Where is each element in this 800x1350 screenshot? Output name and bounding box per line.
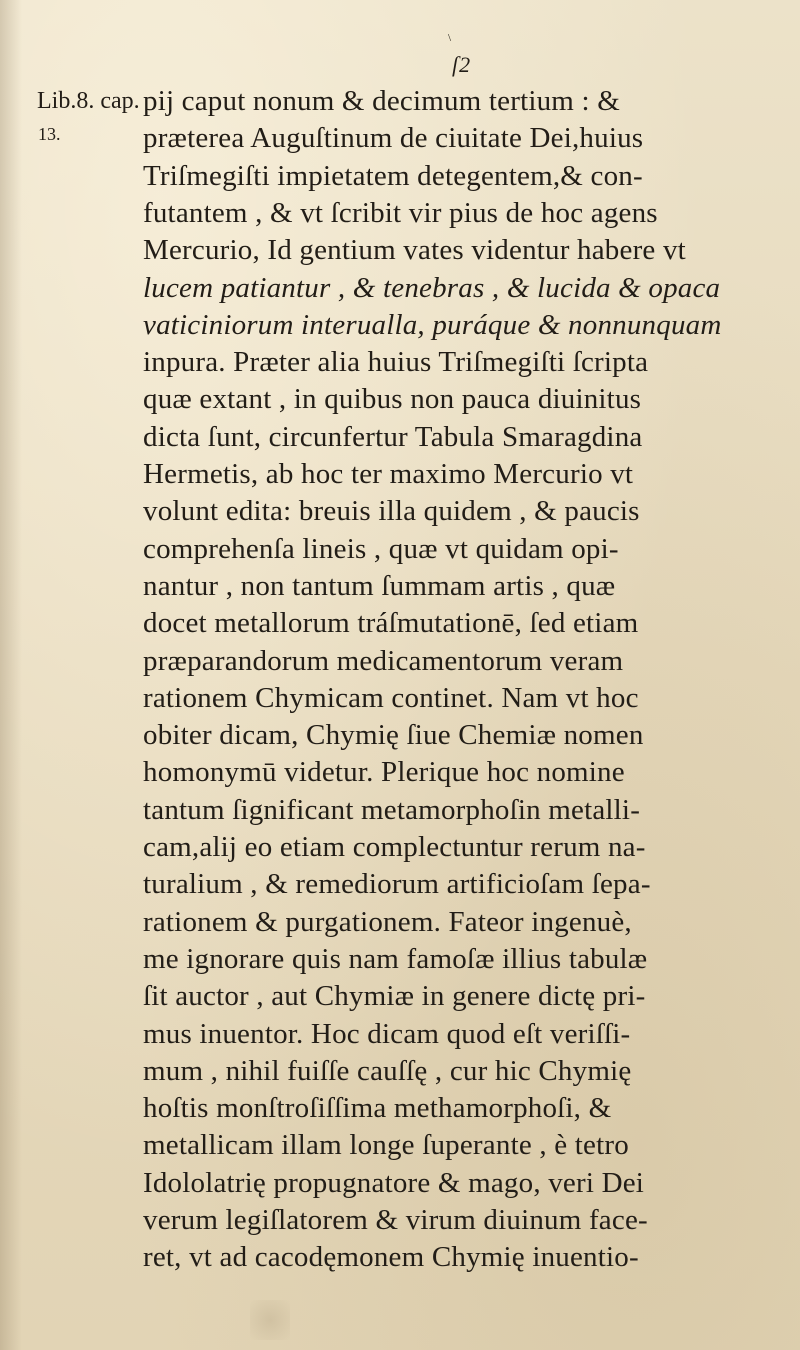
text-line: quæ extant , in quibus non pauca diuinitus <box>143 383 642 416</box>
margin-note-chapter-number: 13. <box>38 124 61 144</box>
text-line: comprehenſa lineis , quæ vt quidam opi- <box>143 532 619 565</box>
text-line: volunt edita: breuis illa quidem , & paucis <box>143 495 640 528</box>
paper-stain <box>250 1300 290 1340</box>
text-line: Idololatrię propugnatore & mago, veri Dei <box>143 1166 645 1199</box>
text-line: rationem Chymicam continet. Nam vt hoc <box>143 681 639 714</box>
top-mark: \ <box>448 32 452 44</box>
text-line: nantur , non tantum ſummam artis , quæ <box>143 569 616 602</box>
text-line: Mercurio, Id gentium vates videntur habere vt <box>143 234 686 267</box>
text-line: ret, vt ad cacodęmonem Chymię inuentio- <box>143 1241 639 1274</box>
text-line: præterea Auguſtinum de ciuitate Dei,huius <box>143 122 644 155</box>
text-line: pij caput nonum & decimum tertium : & <box>143 85 620 117</box>
text-line: inpura. Præter alia huius Triſmegiſti ſcripta <box>143 346 649 379</box>
text-line: verum legiſlatorem & virum diuinum face- <box>143 1204 648 1236</box>
text-line: Triſmegiſti impietatem detegentem,& con- <box>143 159 643 192</box>
text-line: metallicam illam longe ſuperante , è tetro <box>143 1129 629 1162</box>
text-line: dicta ſunt, circunfertur Tabula Smaragdina <box>143 420 643 453</box>
text-line: tantum ſignificant metamorphoſin metalli- <box>143 793 641 826</box>
text-line: me ignorare quis nam famoſæ illius tabulæ <box>143 942 648 975</box>
text-line: futantem , & vt ſcribit vir pius de hoc agens <box>143 196 658 229</box>
text-line: vaticiniorum interualla, puráque & nonnunquam <box>143 308 722 341</box>
page-gutter-shadow <box>0 0 22 1350</box>
text-line: præparandorum medicamentorum veram <box>143 644 624 677</box>
text-line: mum , nihil fuiſſe cauſſę , cur hic Chymię <box>143 1054 632 1087</box>
text-line: Hermetis, ab hoc ter maximo Mercurio vt <box>143 458 634 490</box>
text-line: obiter dicam, Chymię ſiue Chemiæ nomen <box>143 719 644 752</box>
margin-note-book-chapter: Lib.8. cap. <box>37 88 140 114</box>
text-line: turalium , & remediorum artificioſam ſepa- <box>143 868 651 901</box>
text-line: docet metallorum tráſmutationē, ſed etiam <box>143 607 639 640</box>
text-line: lucem patiantur , & tenebras , & lucida & opaca <box>143 271 721 304</box>
text-line: cam,alij eo etiam complectuntur rerum na- <box>143 831 646 863</box>
text-line: rationem & purgationem. Fateor ingenuè, <box>143 905 632 938</box>
text-line: hoſtis monſtroſiſſima methamorphoſi, & <box>143 1092 612 1125</box>
page-number: ſ2 <box>452 52 472 77</box>
text-line: mus inuentor. Hoc dicam quod eſt veriſſi- <box>143 1017 631 1050</box>
text-line: ſit auctor , aut Chymiæ in genere dictę pri- <box>143 980 646 1013</box>
text-line: homonymū videtur. Plerique hoc nomine <box>143 756 625 789</box>
